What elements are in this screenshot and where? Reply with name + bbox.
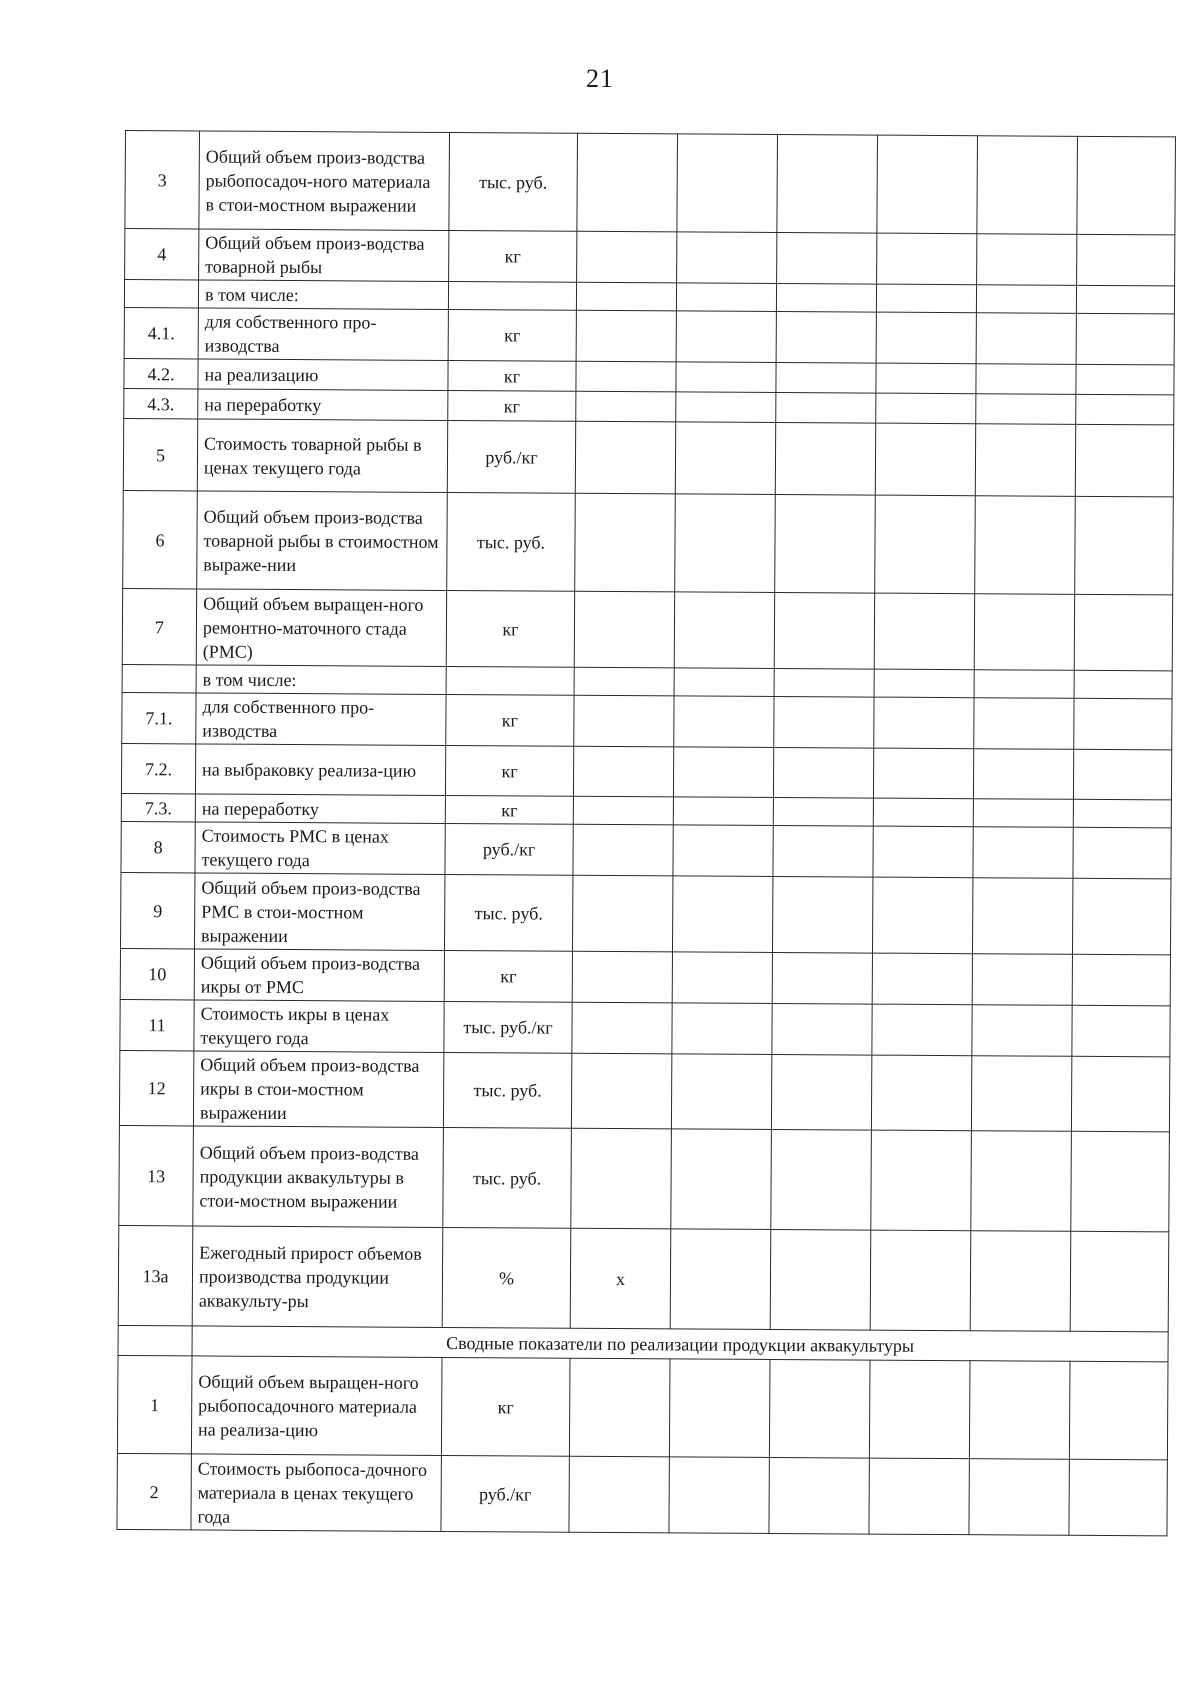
indicator-name: Стоимость икры в ценах текущего года [194,1000,444,1053]
indicator-name: Ежегодный прирост объемов производства продукции аквакульту-ры [192,1226,443,1328]
value-cell [671,1129,772,1230]
row-number: 5 [123,418,197,490]
value-cell [773,747,873,798]
value-cell [777,232,877,284]
value-cell [772,952,872,1004]
unit-cell [448,281,576,310]
value-cell [873,748,973,799]
row-number: 3 [125,131,200,229]
indicator-name: Общий объем произ-водства товарной рыбы в стоимостном выраже-нии [197,491,448,591]
value-cell [876,312,976,364]
indicator-name: Стоимость рыбопоса-дочного материала в ценах текущего года [191,1454,441,1532]
value-cell [774,592,874,669]
value-cell [776,362,876,393]
value-cell [1077,136,1176,235]
indicator-name: Общий объем произ-водства икры в стои-мостном выражении [193,1051,443,1128]
value-cell [873,826,973,878]
row-number: 1 [117,1355,192,1453]
unit-cell: % [442,1227,571,1328]
table-row [122,692,1172,749]
value-cell [669,1359,770,1458]
value-cell [776,283,876,312]
row-number: 4 [125,229,199,280]
row-number: 13а [118,1225,193,1325]
value-cell [776,392,876,423]
value-cell [870,1230,971,1331]
value-cell [876,363,976,394]
value-cell [1074,670,1172,699]
indicator-name: для собственного про-изводства [198,308,448,361]
value-cell [574,667,674,696]
row-number [122,664,196,692]
value-cell [674,592,774,669]
value-cell [1074,698,1172,750]
value-cell [975,424,1075,497]
value-cell [675,494,776,593]
value-cell [1071,1056,1169,1132]
value-cell [972,878,1072,955]
unit-cell: тыс. руб./кг [444,1001,572,1053]
indicator-name: в том числе: [196,665,446,695]
value-cell [673,797,773,826]
table-row [120,999,1170,1056]
indicator-name: Общий объем произ-водства продукции аквакультуры в стои-мостном выражении [193,1126,444,1228]
value-cell [674,696,774,748]
value-cell [769,1359,870,1458]
value-cell [671,1054,771,1130]
section-title: Сводные показатели по реализации продукции аквакультуры [192,1326,1168,1362]
value-cell [574,695,674,747]
value-cell [871,1055,971,1131]
table-row [122,588,1172,670]
value-cell [573,796,673,825]
value-cell [1069,1361,1168,1460]
row-number: 7.3. [121,793,195,821]
value-cell [974,698,1074,750]
value-cell [670,1229,771,1330]
indicator-name: на выбраковку реализа-цию [195,744,445,796]
indicator-name: для собственного про-изводства [196,693,446,746]
unit-cell: кг [448,360,576,391]
value-cell [876,393,976,424]
row-number: 7.1. [122,692,196,743]
table-row [119,1050,1169,1131]
value-cell [976,285,1076,314]
indicator-name: на переработку [195,794,445,824]
value-cell [875,423,975,496]
value-cell [577,133,678,232]
unit-cell: тыс. руб. [447,492,576,591]
value-cell [875,495,976,594]
value-cell [876,284,976,313]
value-cell: х [570,1228,671,1329]
value-cell [675,422,775,495]
value-cell [572,875,672,952]
value-cell [1076,313,1174,365]
value-cell [1075,496,1174,595]
value-cell [773,825,873,877]
indicator-name: Общий объем выращен-ного рыбопосадочного материала на реализа-цию [191,1356,442,1456]
indicators-table [116,130,1176,1536]
row-number: 12 [119,1050,193,1125]
value-cell [976,313,1076,365]
value-cell [769,1457,869,1534]
value-cell [576,282,676,311]
value-cell [770,1229,871,1330]
value-cell [1076,285,1174,314]
unit-cell [446,666,574,695]
value-cell [1076,394,1174,425]
row-number: 11 [120,999,194,1050]
value-cell [972,1005,1072,1057]
row-number: 2 [117,1453,191,1529]
value-cell [569,1456,669,1533]
value-cell [576,361,676,392]
value-cell [1071,1131,1170,1232]
value-cell [774,696,874,748]
value-cell [970,1231,1071,1332]
value-cell [1072,878,1170,955]
value-cell [572,1002,672,1054]
indicator-name: Общий объем произ-водства РМС в стои-мостном выражении [194,873,444,951]
value-cell [1069,1459,1167,1536]
indicator-name: Стоимость РМС в ценах текущего года [195,822,445,875]
indicator-name: Общий объем произ-водства икры от РМС [194,949,444,1002]
value-cell [771,1054,871,1130]
row-number: 4.2. [124,358,198,388]
value-cell [676,392,776,423]
row-number: 7.2. [121,743,195,793]
value-cell [976,364,1076,395]
indicator-name: Стоимость товарной рыбы в ценах текущего года [197,419,447,493]
value-cell [977,136,1078,235]
unit-cell: тыс. руб. [449,132,578,231]
value-cell [573,824,673,876]
unit-cell: кг [448,309,576,361]
value-cell [873,798,973,827]
unit-cell: кг [446,590,574,667]
value-cell [772,1003,872,1055]
value-cell [973,827,1073,879]
value-cell [676,283,776,312]
value-cell [969,1361,1070,1460]
table-row [117,1453,1167,1535]
value-cell [575,421,675,494]
indicator-name: Общий объем выращен-ного ремонтно-маточного стада (РМС) [196,589,446,667]
value-cell [773,797,873,826]
value-cell [971,1131,1072,1232]
row-number: 13 [119,1125,194,1225]
value-cell [676,362,776,393]
indicator-name: Общий объем произ-водства товарной рыбы [199,229,449,282]
unit-cell: кг [445,745,573,796]
indicator-name: на переработку [198,389,448,421]
value-cell [672,1003,772,1055]
value-cell [569,1358,670,1457]
value-cell [869,1360,970,1459]
table-row [124,307,1174,364]
table-row [118,1225,1169,1331]
value-cell [676,311,776,363]
value-cell [674,668,774,697]
unit-cell: кг [444,950,572,1002]
value-cell [575,493,676,592]
value-cell [869,1458,969,1535]
value-cell [775,422,875,495]
value-cell [673,747,773,798]
value-cell [1073,749,1171,800]
value-cell [576,391,676,422]
page-number: 21 [586,64,614,93]
row-number: 10 [120,948,194,999]
value-cell [573,746,673,797]
value-cell [1072,954,1170,1006]
unit-cell: кг [449,230,577,282]
value-cell [576,310,676,362]
indicator-name: Общий объем произ-водства рыбопосадоч-ного материала в стои-мостном выражении [199,131,450,231]
value-cell [974,670,1074,699]
value-cell [571,1053,671,1129]
value-cell [777,134,878,233]
indicator-name: на реализацию [198,359,448,391]
value-cell [775,494,876,593]
value-cell [972,954,1072,1006]
row-number: 4.1. [124,307,198,358]
unit-cell: руб./кг [441,1455,569,1532]
value-cell [1076,364,1174,395]
unit-cell: руб./кг [447,420,575,493]
value-cell [874,669,974,698]
unit-cell: кг [445,795,573,824]
table-row [123,418,1173,496]
value-cell [577,231,677,283]
value-cell [877,135,978,234]
value-cell [971,1056,1071,1132]
unit-cell: тыс. руб. [444,874,572,951]
value-cell [677,134,778,233]
value-cell [975,496,1076,595]
value-cell [1075,424,1173,497]
value-cell [1074,594,1172,671]
value-cell [1073,799,1171,828]
indicator-name: в том числе: [198,280,448,310]
value-cell [872,1004,972,1056]
value-cell [872,877,972,954]
unit-cell: кг [446,694,574,746]
value-cell [974,594,1074,671]
value-cell [672,876,772,953]
table-row [121,872,1171,954]
value-cell [877,233,977,285]
value-cell [1072,1005,1170,1057]
table-row [125,229,1175,286]
value-cell [776,311,876,363]
unit-cell: тыс. руб. [443,1127,572,1228]
value-cell [874,593,974,670]
value-cell [1073,827,1171,879]
table-row [123,490,1174,594]
value-cell [572,951,672,1003]
row-number [118,1325,192,1355]
value-cell [771,1129,872,1230]
row-number [124,280,198,308]
value-cell [574,591,674,668]
unit-cell: кг [441,1357,570,1456]
value-cell [672,952,772,1004]
value-cell [871,1130,972,1231]
value-cell [774,668,874,697]
value-cell [973,799,1073,828]
table-row [120,948,1170,1005]
value-cell [977,234,1077,286]
row-number: 6 [123,490,198,588]
value-cell [772,876,872,953]
table-row [119,1125,1170,1231]
table-row [117,1355,1168,1459]
row-number: 8 [121,821,195,872]
value-cell [874,697,974,749]
unit-cell: кг [448,390,576,421]
value-cell [872,953,972,1005]
row-number: 9 [121,872,195,948]
unit-cell: руб./кг [445,823,573,875]
value-cell [677,232,777,284]
row-number: 7 [122,588,196,664]
value-cell [969,1459,1069,1536]
table-row [125,131,1176,235]
unit-cell: тыс. руб. [443,1052,571,1128]
value-cell [669,1457,769,1534]
table-row [121,821,1171,878]
value-cell [973,749,1073,800]
value-cell [1077,234,1175,286]
value-cell [673,825,773,877]
table-row [121,743,1171,799]
value-cell [571,1128,672,1229]
value-cell [1070,1231,1169,1332]
row-number: 4.3. [124,388,198,418]
value-cell [976,394,1076,425]
